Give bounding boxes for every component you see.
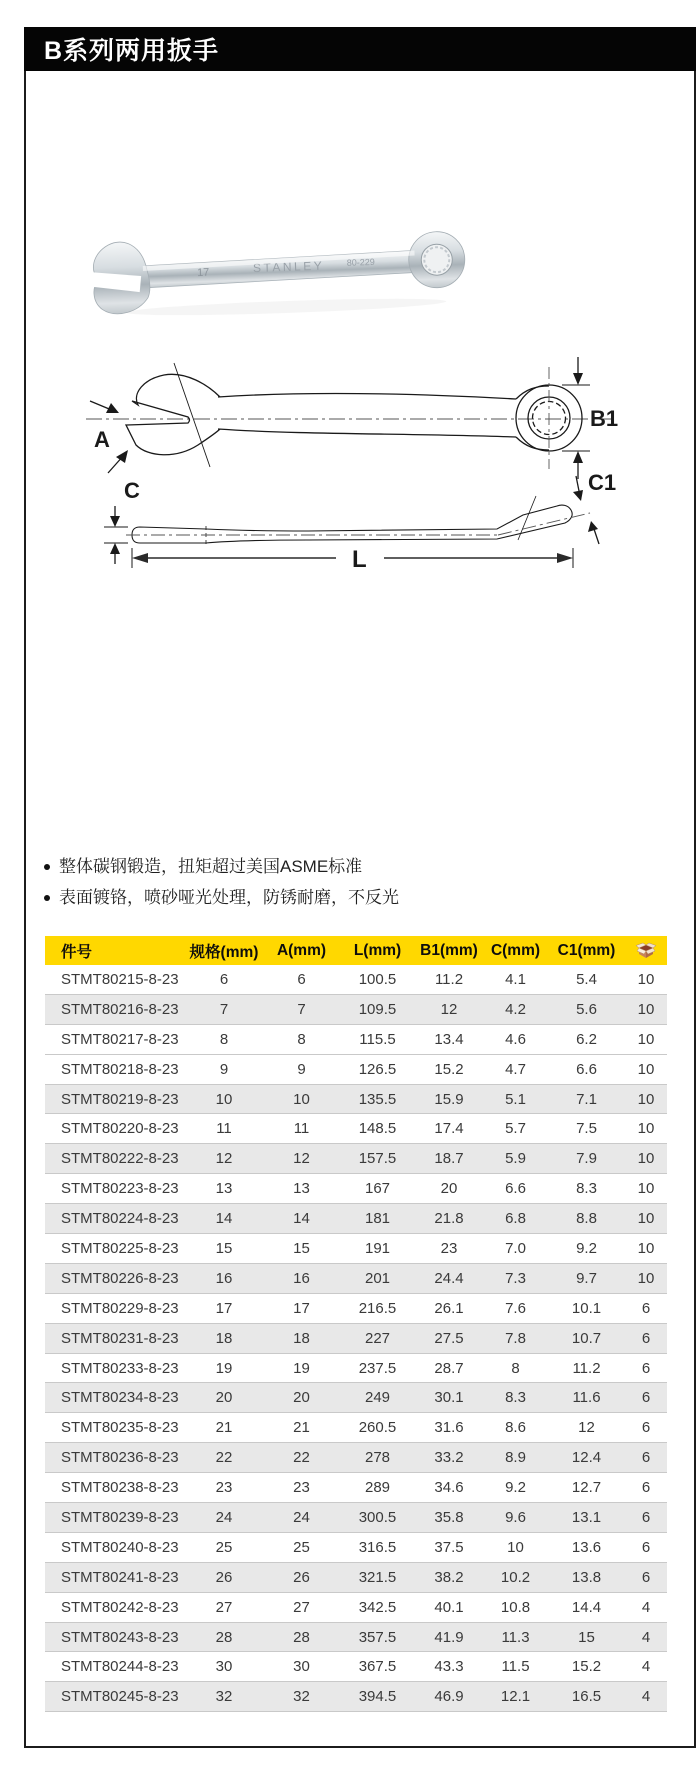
value-cell: 28.7 <box>434 1359 464 1377</box>
value-cell: 278 <box>364 1449 391 1467</box>
l-right-arrowhead <box>557 553 573 563</box>
table-row <box>45 1055 667 1085</box>
table-row <box>45 1324 667 1354</box>
value-cell: 5.4 <box>576 970 597 988</box>
value-cell: 10 <box>637 1150 655 1168</box>
value-cell: 367.5 <box>358 1658 397 1676</box>
value-cell: 7.3 <box>505 1269 526 1287</box>
table-row <box>45 965 667 995</box>
value-cell: 9.6 <box>505 1508 526 1526</box>
top-view-svg <box>68 345 633 485</box>
section-title-bar <box>24 27 696 71</box>
table-row <box>45 1652 667 1682</box>
table-header-row <box>45 936 667 965</box>
value-cell: 249 <box>364 1389 391 1407</box>
part-number-cell: STMT80240-8-23 <box>61 1538 179 1556</box>
part-number-cell: STMT80234-8-23 <box>61 1389 179 1407</box>
value-cell: 6 <box>219 970 229 988</box>
value-cell: 6 <box>641 1359 651 1377</box>
photo-model-marking: 80-229 <box>346 256 376 268</box>
side-profile-outline <box>132 505 572 543</box>
value-cell: 22 <box>293 1449 310 1467</box>
value-cell: 8 <box>511 1359 520 1377</box>
value-cell: 15 <box>578 1628 595 1646</box>
value-cell: 12 <box>440 1000 458 1018</box>
value-cell: 10.1 <box>571 1299 602 1317</box>
value-cell: 16.5 <box>571 1688 602 1706</box>
value-cell: 35.8 <box>434 1508 464 1526</box>
value-cell: 10 <box>637 1210 655 1228</box>
value-cell: 23 <box>440 1239 458 1257</box>
value-cell: 8.3 <box>576 1180 597 1198</box>
c-bottom-arrowhead <box>110 543 120 554</box>
dim-b1-label: B1 <box>590 406 619 431</box>
value-cell: 15 <box>293 1239 310 1257</box>
value-cell: 15 <box>215 1239 233 1257</box>
shaft-top-line <box>218 393 516 399</box>
value-cell: 4 <box>641 1688 651 1706</box>
table-row <box>45 1264 667 1294</box>
value-cell: 41.9 <box>434 1628 464 1646</box>
value-cell: 17 <box>293 1299 310 1317</box>
value-cell: 6 <box>641 1419 651 1437</box>
value-cell: 148.5 <box>358 1120 397 1138</box>
value-cell: 12 <box>215 1150 233 1168</box>
value-cell: 9.2 <box>505 1479 526 1497</box>
value-cell: 8.9 <box>505 1449 526 1467</box>
value-cell: 7 <box>297 1000 306 1018</box>
photo-shadow <box>126 295 446 318</box>
value-cell: 7.8 <box>505 1329 526 1347</box>
part-number-cell: STMT80236-8-23 <box>61 1449 179 1467</box>
part-number-cell: STMT80245-8-23 <box>61 1688 179 1706</box>
side-centerline-angled <box>498 513 590 535</box>
value-cell: 15.2 <box>571 1658 602 1676</box>
c-top-arrowhead <box>110 516 120 527</box>
value-cell: 6 <box>641 1568 651 1586</box>
value-cell: 157.5 <box>358 1150 397 1168</box>
value-cell: 21.8 <box>434 1210 464 1228</box>
table-row <box>45 1563 667 1593</box>
table-row <box>45 1354 667 1384</box>
column-header: A(mm) <box>276 941 327 959</box>
c1-face-line <box>518 496 536 540</box>
value-cell: 28 <box>215 1628 233 1646</box>
value-cell: 13 <box>293 1180 310 1198</box>
value-cell: 28 <box>293 1628 310 1646</box>
value-cell: 9 <box>297 1060 306 1078</box>
value-cell: 15.2 <box>434 1060 464 1078</box>
value-cell: 21 <box>215 1419 233 1437</box>
dim-l-label: L <box>352 546 367 573</box>
photo-size-marking: 17 <box>196 266 210 280</box>
value-cell: 7.1 <box>576 1090 597 1108</box>
part-number-cell: STMT80223-8-23 <box>61 1180 179 1198</box>
value-cell: 21 <box>293 1419 310 1437</box>
value-cell: 8.6 <box>505 1419 526 1437</box>
value-cell: 10 <box>293 1090 310 1108</box>
value-cell: 9.7 <box>576 1269 597 1287</box>
part-number-cell: STMT80225-8-23 <box>61 1239 179 1257</box>
value-cell: 5.7 <box>505 1120 526 1138</box>
value-cell: 12 <box>293 1150 310 1168</box>
feature-text: 表面镀铬，喷砂哑光处理，防锈耐磨，不反光 <box>59 888 399 907</box>
part-number-cell: STMT80215-8-23 <box>61 970 179 988</box>
value-cell: 20 <box>440 1180 458 1198</box>
table-row <box>45 1623 667 1653</box>
wrench-body-group <box>85 230 466 320</box>
value-cell: 12 <box>578 1419 595 1437</box>
value-cell: 18 <box>293 1329 310 1347</box>
value-cell: 8.8 <box>576 1210 597 1228</box>
package-box-icon <box>635 942 657 959</box>
qty-column-header <box>625 936 667 965</box>
value-cell: 16 <box>293 1269 310 1287</box>
table-row <box>45 1025 667 1055</box>
value-cell: 4 <box>641 1628 651 1646</box>
b1-top-arrowhead <box>573 373 583 385</box>
feature-list <box>44 851 654 913</box>
b1-bottom-arrowhead <box>573 451 583 463</box>
dim-c-label: C <box>124 478 140 503</box>
value-cell: 46.9 <box>434 1688 464 1706</box>
table-body <box>45 965 667 1712</box>
page-title: B系列两用扳手 <box>44 37 220 65</box>
value-cell: 6 <box>641 1479 651 1497</box>
value-cell: 16 <box>215 1269 233 1287</box>
value-cell: 6 <box>641 1329 651 1347</box>
value-cell: 34.6 <box>434 1479 464 1497</box>
table-row <box>45 1383 667 1413</box>
value-cell: 19 <box>293 1359 310 1377</box>
open-jaw-outline <box>126 374 220 454</box>
value-cell: 32 <box>215 1688 233 1706</box>
value-cell: 394.5 <box>358 1688 397 1706</box>
value-cell: 10 <box>507 1538 524 1556</box>
table-row <box>45 1144 667 1174</box>
value-cell: 237.5 <box>358 1359 397 1377</box>
value-cell: 17.4 <box>434 1120 464 1138</box>
value-cell: 26 <box>215 1568 233 1586</box>
value-cell: 40.1 <box>434 1598 464 1616</box>
value-cell: 11 <box>293 1120 310 1138</box>
feature-item <box>44 851 654 882</box>
value-cell: 201 <box>364 1269 391 1287</box>
dim-c1-label: C1 <box>588 470 617 495</box>
value-cell: 38.2 <box>434 1568 464 1586</box>
value-cell: 6.2 <box>576 1030 597 1048</box>
value-cell: 32 <box>293 1688 310 1706</box>
photo-brand-marking: STANLEY <box>252 258 325 276</box>
value-cell: 11 <box>216 1120 232 1138</box>
value-cell: 6.8 <box>505 1210 526 1228</box>
table-row <box>45 1174 667 1204</box>
value-cell: 115.5 <box>359 1030 396 1048</box>
value-cell: 26 <box>293 1568 310 1586</box>
table-row <box>45 1204 667 1234</box>
value-cell: 135.5 <box>358 1090 397 1108</box>
part-number-cell: STMT80220-8-23 <box>61 1120 179 1138</box>
value-cell: 11.5 <box>501 1658 530 1676</box>
value-cell: 23 <box>293 1479 310 1497</box>
c1-bottom-arrowhead <box>588 521 598 532</box>
value-cell: 12.7 <box>571 1479 602 1497</box>
value-cell: 10 <box>637 1060 655 1078</box>
value-cell: 10 <box>637 1090 655 1108</box>
column-header: L(mm) <box>353 941 402 959</box>
value-cell: 27 <box>293 1598 310 1616</box>
value-cell: 33.2 <box>434 1449 464 1467</box>
feature-text: 整体碳钢锻造，扭矩超过美国ASME标准 <box>59 857 363 876</box>
value-cell: 216.5 <box>358 1299 397 1317</box>
column-header: B1(mm) <box>420 941 478 959</box>
value-cell: 4.2 <box>505 1000 526 1018</box>
part-number-cell: STMT80239-8-23 <box>61 1508 179 1526</box>
value-cell: 5.1 <box>505 1090 526 1108</box>
value-cell: 321.5 <box>358 1568 397 1586</box>
table-row <box>45 1473 667 1503</box>
feature-item <box>44 882 654 913</box>
part-number-cell: STMT80218-8-23 <box>61 1060 179 1078</box>
value-cell: 6 <box>297 970 306 988</box>
value-cell: 30 <box>293 1658 310 1676</box>
part-number-cell: STMT80241-8-23 <box>61 1568 179 1586</box>
table-row <box>45 1593 667 1623</box>
value-cell: 14 <box>215 1210 233 1228</box>
value-cell: 25 <box>293 1538 310 1556</box>
value-cell: 191 <box>364 1239 391 1257</box>
value-cell: 10.2 <box>500 1568 531 1586</box>
value-cell: 5.9 <box>505 1150 526 1168</box>
value-cell: 9 <box>219 1060 229 1078</box>
side-view-svg <box>68 468 653 580</box>
value-cell: 11.3 <box>501 1628 530 1646</box>
product-photo <box>85 215 485 328</box>
value-cell: 181 <box>364 1210 391 1228</box>
value-cell: 4.1 <box>505 970 526 988</box>
bullet-icon <box>44 864 50 870</box>
value-cell: 100.5 <box>358 970 397 988</box>
table-row <box>45 1682 667 1712</box>
value-cell: 24.4 <box>434 1269 464 1287</box>
value-cell: 15.9 <box>434 1090 464 1108</box>
value-cell: 289 <box>364 1479 391 1497</box>
dim-a-label: A <box>94 427 110 452</box>
value-cell: 4.7 <box>505 1060 526 1078</box>
value-cell: 19 <box>215 1359 233 1377</box>
table-row <box>45 1533 667 1563</box>
column-header: C(mm) <box>490 941 541 959</box>
value-cell: 4 <box>641 1658 651 1676</box>
value-cell: 14 <box>293 1210 310 1228</box>
value-cell: 6.6 <box>505 1180 526 1198</box>
value-cell: 23 <box>215 1479 233 1497</box>
value-cell: 30.1 <box>434 1389 464 1407</box>
value-cell: 227 <box>364 1329 391 1347</box>
value-cell: 10 <box>637 1180 655 1198</box>
column-header: 规格(mm) <box>189 943 259 961</box>
column-header: C1(mm) <box>557 941 616 959</box>
value-cell: 167 <box>364 1180 391 1198</box>
c1-top-arrowhead <box>573 490 583 501</box>
value-cell: 11.6 <box>572 1389 601 1407</box>
value-cell: 14.4 <box>571 1598 602 1616</box>
value-cell: 13.1 <box>571 1508 602 1526</box>
part-number-cell: STMT80231-8-23 <box>61 1329 179 1347</box>
shaft-bottom-line <box>218 429 516 437</box>
value-cell: 20 <box>215 1389 233 1407</box>
value-cell: 5.6 <box>576 1000 597 1018</box>
value-cell: 8.3 <box>505 1389 526 1407</box>
value-cell: 300.5 <box>358 1508 397 1526</box>
value-cell: 30 <box>215 1658 233 1676</box>
ring-bore <box>421 244 453 276</box>
column-header: 件号 <box>61 943 93 961</box>
value-cell: 7.6 <box>505 1299 526 1317</box>
value-cell: 7 <box>219 1000 229 1018</box>
part-number-cell: STMT80242-8-23 <box>61 1598 179 1616</box>
part-number-cell: STMT80219-8-23 <box>61 1090 179 1108</box>
l-left-arrowhead <box>132 553 148 563</box>
part-number-cell: STMT80244-8-23 <box>61 1658 179 1676</box>
part-number-cell: STMT80224-8-23 <box>61 1210 179 1228</box>
value-cell: 25 <box>215 1538 233 1556</box>
value-cell: 18.7 <box>434 1150 464 1168</box>
value-cell: 10 <box>637 1030 655 1048</box>
value-cell: 31.6 <box>434 1419 464 1437</box>
value-cell: 342.5 <box>358 1598 397 1616</box>
value-cell: 10 <box>637 970 655 988</box>
table-row <box>45 995 667 1025</box>
table-row <box>45 1503 667 1533</box>
table-row <box>45 1413 667 1443</box>
part-number-cell: STMT80238-8-23 <box>61 1479 179 1497</box>
table-row <box>45 1443 667 1473</box>
value-cell: 109.5 <box>358 1000 397 1018</box>
value-cell: 13.6 <box>571 1538 602 1556</box>
value-cell: 10 <box>215 1090 233 1108</box>
value-cell: 11.2 <box>572 1359 601 1377</box>
value-cell: 4 <box>641 1598 651 1616</box>
value-cell: 7.5 <box>576 1120 597 1138</box>
value-cell: 11.2 <box>434 970 464 988</box>
value-cell: 43.3 <box>434 1658 464 1676</box>
value-cell: 22 <box>215 1449 233 1467</box>
value-cell: 6 <box>641 1299 651 1317</box>
value-cell: 10 <box>637 1120 655 1138</box>
table-row <box>45 1114 667 1144</box>
value-cell: 27 <box>215 1598 233 1616</box>
value-cell: 24 <box>215 1508 233 1526</box>
value-cell: 12.4 <box>571 1449 602 1467</box>
value-cell: 17 <box>215 1299 233 1317</box>
bullet-icon <box>44 895 50 901</box>
value-cell: 27.5 <box>434 1329 464 1347</box>
value-cell: 10.7 <box>571 1329 602 1347</box>
value-cell: 6 <box>641 1389 651 1407</box>
wrench-photo-illustration <box>85 215 485 323</box>
part-number-cell: STMT80222-8-23 <box>61 1150 179 1168</box>
value-cell: 260.5 <box>358 1419 397 1437</box>
value-cell: 20 <box>293 1389 310 1407</box>
part-number-cell: STMT80229-8-23 <box>61 1299 179 1317</box>
part-number-cell: STMT80216-8-23 <box>61 1000 179 1018</box>
value-cell: 357.5 <box>358 1628 397 1646</box>
value-cell: 13 <box>215 1180 233 1198</box>
side-view-drawing <box>68 468 653 585</box>
value-cell: 26.1 <box>434 1299 464 1317</box>
value-cell: 13.8 <box>571 1568 602 1586</box>
value-cell: 6.6 <box>576 1060 597 1078</box>
part-number-cell: STMT80233-8-23 <box>61 1359 179 1377</box>
value-cell: 24 <box>293 1508 310 1526</box>
value-cell: 6 <box>641 1538 651 1556</box>
table-row <box>45 1294 667 1324</box>
value-cell: 8 <box>219 1030 229 1048</box>
value-cell: 10 <box>637 1000 655 1018</box>
part-number-cell: STMT80243-8-23 <box>61 1628 179 1646</box>
value-cell: 8 <box>297 1030 306 1048</box>
value-cell: 6 <box>641 1449 651 1467</box>
value-cell: 13.4 <box>434 1030 464 1048</box>
value-cell: 9.2 <box>576 1239 597 1257</box>
value-cell: 18 <box>215 1329 233 1347</box>
table-row <box>45 1234 667 1264</box>
value-cell: 6 <box>641 1508 651 1526</box>
value-cell: 12.1 <box>500 1688 531 1706</box>
value-cell: 4.6 <box>505 1030 526 1048</box>
value-cell: 37.5 <box>434 1538 464 1556</box>
spec-table <box>45 936 667 1712</box>
value-cell: 10 <box>637 1239 655 1257</box>
value-cell: 10.8 <box>500 1598 531 1616</box>
value-cell: 7.9 <box>576 1150 597 1168</box>
value-cell: 316.5 <box>358 1538 397 1556</box>
value-cell: 10 <box>637 1269 655 1287</box>
part-number-cell: STMT80217-8-23 <box>61 1030 179 1048</box>
value-cell: 7.0 <box>505 1239 526 1257</box>
part-number-cell: STMT80226-8-23 <box>61 1269 179 1287</box>
value-cell: 126.5 <box>358 1060 397 1078</box>
table-row <box>45 1085 667 1115</box>
part-number-cell: STMT80235-8-23 <box>61 1419 179 1437</box>
